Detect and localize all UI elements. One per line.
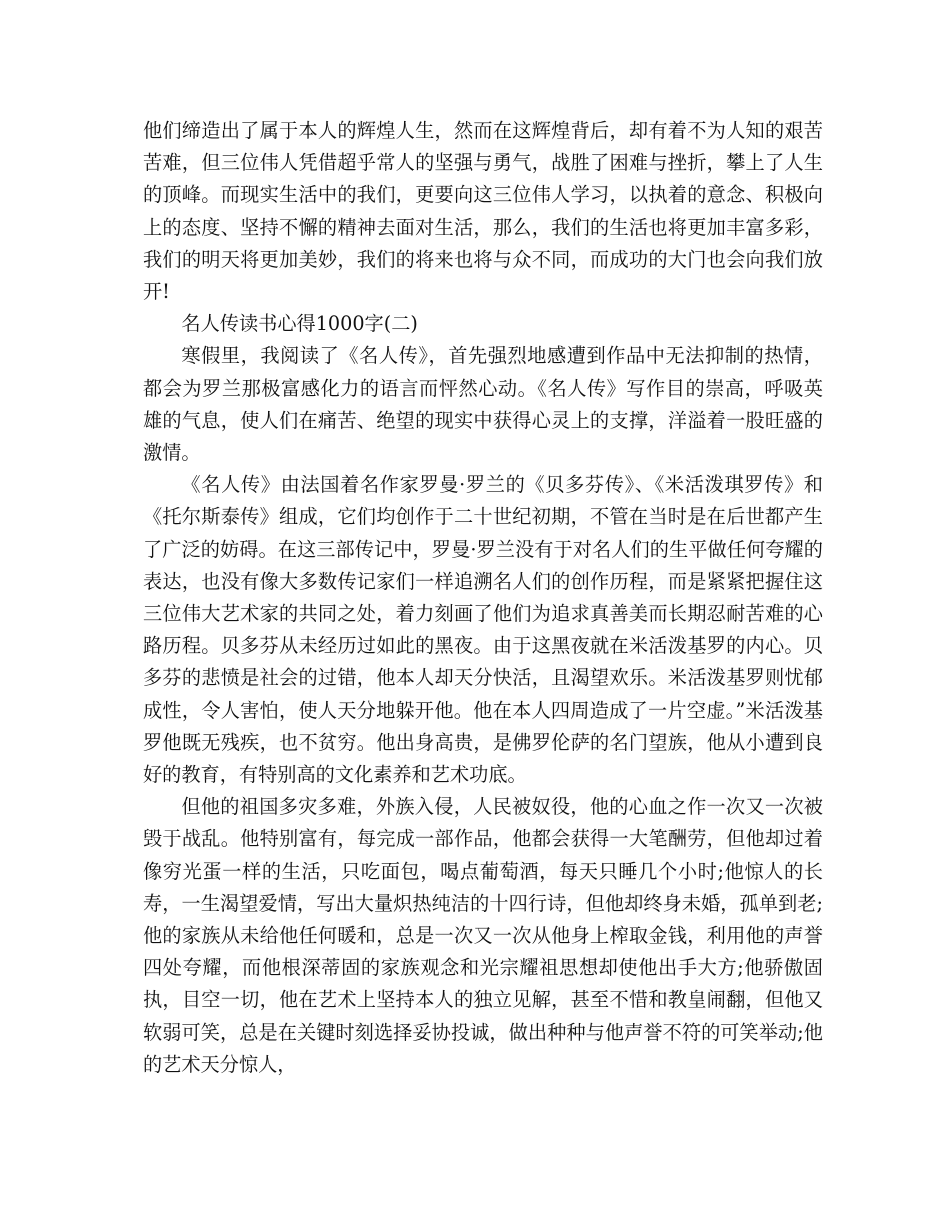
paragraph-2: 寒假里，我阅读了《名人传》，首先强烈地感遭到作品中无法抑制的热情，都会为罗兰那极富感化力的语言而怦然心动。《名人传》写作目的崇高，呼吸英雄的气息，使人们在痛苦、绝望的现实中获得心灵上的支撑，洋溢着一股旺盛的激情。 [143, 344, 823, 465]
section-heading: 名人传读书心得1000字(二) [181, 312, 418, 336]
paragraph-1: 他们缔造出了属于本人的辉煌人生，然而在这辉煌背后，却有着不为人知的艰苦苦难，但三位伟人凭借超乎常人的坚强与勇气，战胜了困难与挫折，攀上了人生的顶峰。而现实生活中的我们，更要向这三位伟人学习，以执着的意念、积极向上的态度、坚持不懈的精神去面对生活，那么，我们的生活也将更加丰富多彩，我们的明天将更加美妙，我们的将来也将与众不同，而成功的大门也会向我们放开! [143, 119, 823, 304]
paragraph-4: 但他的祖国多灾多难，外族入侵，人民被奴役，他的心血之作一次又一次被毁于战乱。他特别富有，每完成一部作品，他都会获得一大笔酬劳，但他却过着像穷光蛋一样的生活，只吃面包，喝点葡萄酒，每天只睡几个小时;他惊人的长寿，一生渴望爱情，写出大量炽热纯洁的十四行诗，但他却终身未婚，孤单到老;他的家族从未给他任何暖和，总是一次又一次从他身上榨取金钱，利用他的声誉四处夸耀，而他根深蒂固的家族观念和光宗耀祖思想却使他出手大方;他骄傲固执，目空一切，他在艺术上坚持本人的独立见解，甚至不惜和教皇闹翻，但他又软弱可笑，总是在关键时刻选择妥协投诚，做出种种与他声誉不符的可笑举动;他的艺术天分惊人， [143, 795, 823, 1076]
document-page [143, 115, 823, 1081]
paragraph-3: 《名人传》由法国着名作家罗曼·罗兰的《贝多芬传》、《米活泼琪罗传》和《托尔斯泰传》组成，它们均创作于二十世纪初期，不管在当时是在后世都产生了广泛的妨碍。在这三部传记中，罗曼·罗兰没有于对名人们的生平做任何夸耀的表达，也没有像大多数传记家们一样追溯名人们的创作历程，而是紧紧把握住这三位伟大艺术家的共同之处，着力刻画了他们为追求真善美而长期忍耐苦难的心路历程。贝多芬从未经历过如此的黑夜。由于这黑夜就在米活泼基罗的内心。贝多芬的悲愤是社会的过错，他本人却天分快活，且渴望欢乐。米活泼基罗则忧郁成性，令人害怕，使人天分地躲开他。他在本人四周造成了一片空虚。”米活泼基罗他既无残疾，也不贫穷。他出身高贵，是佛罗伦萨的名门望族，他从小遭到良好的教育，有特别高的文化素养和艺术功底。 [143, 473, 823, 787]
